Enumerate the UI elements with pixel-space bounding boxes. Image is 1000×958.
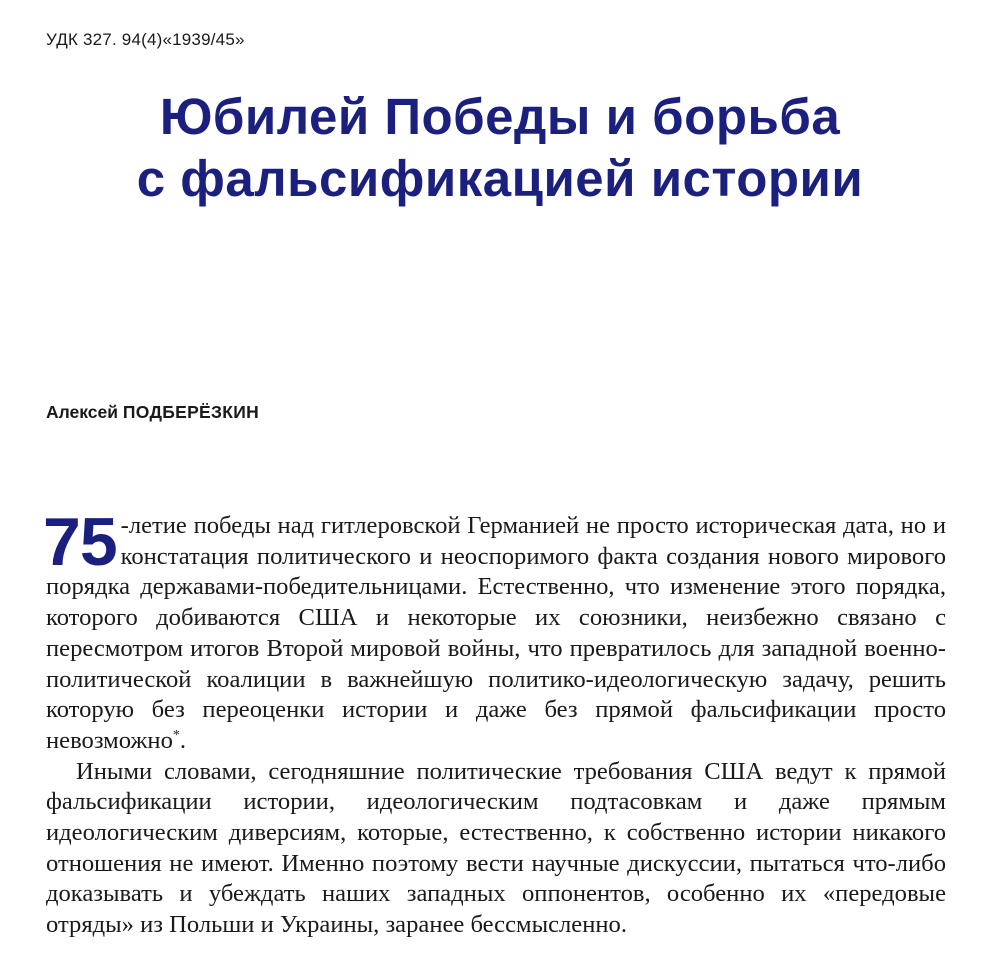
title-line-2: с фальсификацией истории (136, 150, 864, 207)
title-line-1: Юбилей Победы и борьба (159, 88, 841, 145)
paragraph-1-end: . (179, 726, 187, 754)
author-byline (46, 402, 259, 423)
footnote-marker: * (172, 727, 180, 743)
udk-code: УДК 327. 94(4)«1939/45» (46, 30, 245, 49)
author-last-name: ПОДБЕРЁЗКИН (122, 402, 260, 422)
article-title (0, 86, 1000, 210)
author-first-name: Алексей (46, 402, 119, 422)
drop-cap: 75 (43, 504, 117, 580)
paragraph-1-text: -летие победы над гитлеровской Германией не просто историческая дата, но и констатация политического и неоспоримого факта создания нового мирового порядка державами-победительницами. Естественно, что изменение этого порядка, которого добиваются США и некоторые их союзники, неизбежно связано с пересмотром итогов Второй мировой войны, что превратилось для западной военно-политической коалиции в важнейшую политико-идеологическую задачу, решить которую без переоценки истории и даже без прямой фальсификации просто невозможно (46, 512, 946, 754)
paragraph-1 (43, 504, 946, 757)
paragraph-2: Иными словами, сегодняшние политические требования США ведут к прямой фальсификации истории, идеологическим подтасовкам и даже прямым идеологическим диверсиям, которые, естественно, к собственно истории никакого отношения не имеют. Именно поэтому вести научные дискуссии, пытаться что-либо доказывать и убеждать наших западных оппонентов, особенно их «передовые отряды» из Польши и Украины, заранее бессмысленно. (46, 757, 946, 939)
article-body (43, 504, 946, 941)
